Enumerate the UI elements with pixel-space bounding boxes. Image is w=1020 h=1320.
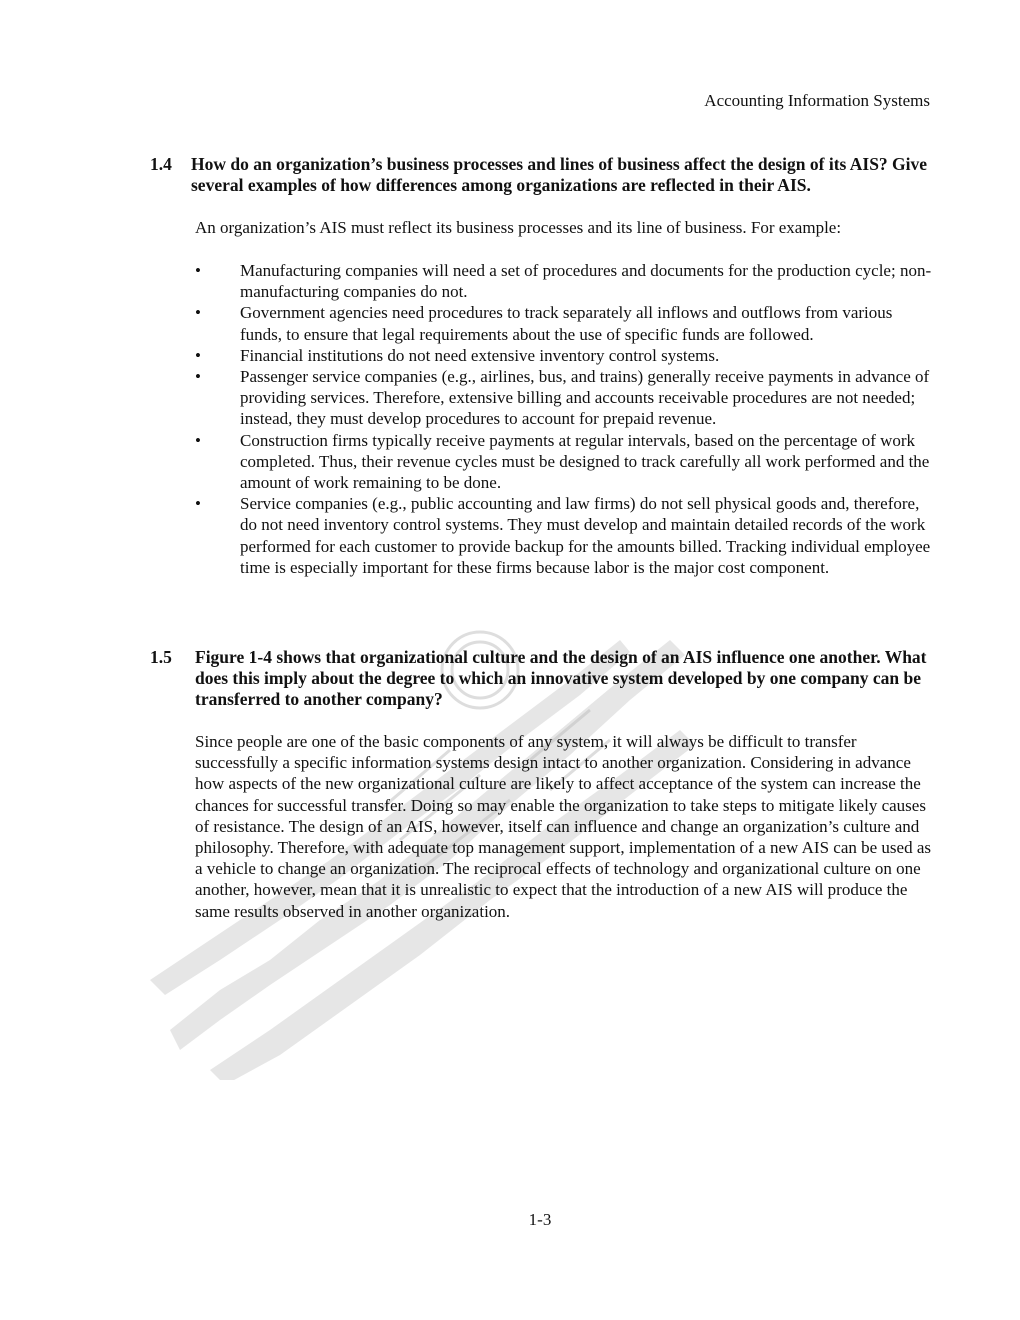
list-item bbox=[195, 430, 935, 494]
running-header-title: Accounting Information Systems bbox=[704, 91, 930, 110]
list-item bbox=[195, 260, 935, 302]
question-1-4 bbox=[150, 154, 940, 196]
list-item-text: Government agencies need procedures to track separately all inflows and outflows from various funds, to ensure that legal requirements about the use of specific funds are followed. bbox=[240, 303, 893, 344]
list-item bbox=[195, 493, 935, 578]
question-text: Figure 1-4 shows that organizational culture and the design of an AIS influence one another. What does this imply about the degree to which an innovative system developed by one company can be transferred to another company? bbox=[195, 647, 927, 709]
bullet-icon: • bbox=[195, 430, 201, 450]
question-number: 1.4 bbox=[150, 154, 172, 174]
question-number: 1.5 bbox=[150, 647, 172, 667]
list-item-text: Construction firms typically receive payments at regular intervals, based on the percentage of work completed. Thus, their revenue cycles must be designed to track carefully all work performed and the amount of work remaining to be done. bbox=[240, 430, 930, 493]
question-text: How do an organization’s business processes and lines of business affect the design of its AIS? Give several examples of how differences among organizations are reflected in their AIS. bbox=[191, 154, 928, 195]
answer-paragraph-1-5: Since people are one of the basic components of any system, it will always be difficult to transfer successfully a specific information systems design intact to another organization. Considering in advance how aspects of the new organizational culture are likely to affect acceptance of the system can increase the chances for successful transfer. Doing so may enable the organization to take steps to mitigate likely causes of resistance. The design of an AIS, however, itself can influence and change an organization’s culture and philosophy. Therefore, with adequate top management support, implementation of a new AIS can be used as a vehicle to change an organization. The reciprocal effects of technology and organizational culture on one another, however, mean that it is unrealistic to expect that the introduction of a new AIS will produce the same results observed in another organization. bbox=[195, 732, 931, 921]
answer-intro-1-4: An organization’s AIS must reflect its business processes and its line of business. For example: bbox=[195, 218, 842, 237]
examples-bullet-list bbox=[195, 260, 935, 578]
bullet-icon: • bbox=[195, 345, 201, 365]
list-item bbox=[195, 345, 935, 366]
list-item bbox=[195, 302, 935, 344]
bullet-icon: • bbox=[195, 494, 201, 514]
list-item-text: Passenger service companies (e.g., airlines, bus, and trains) generally receive payments in advance of providing services. Therefore, extensive billing and accounts receivable procedures are not needed; instead, they must develop procedures to account for prepaid revenue. bbox=[240, 367, 930, 429]
bullet-icon: • bbox=[195, 367, 201, 387]
list-item-text: Manufacturing companies will need a set of procedures and documents for the production cycle; non-manufacturing companies do not. bbox=[240, 261, 932, 302]
list-item-text: Financial institutions do not need extensive inventory control systems. bbox=[240, 345, 720, 365]
list-item bbox=[195, 366, 935, 430]
page-number: 1-3 bbox=[528, 1210, 552, 1229]
bullet-icon: • bbox=[195, 261, 201, 280]
list-item-text: Service companies (e.g., public accounting and law firms) do not sell physical goods and, therefore, do not need inventory control systems. They must develop and maintain detailed records of the work performed for each customer to provide backup for the amounts billed. Tracking individual employee time is especially important for these firms because labor is the major cost component. bbox=[240, 494, 931, 577]
question-1-5 bbox=[150, 647, 940, 710]
bullet-icon: • bbox=[195, 303, 201, 323]
